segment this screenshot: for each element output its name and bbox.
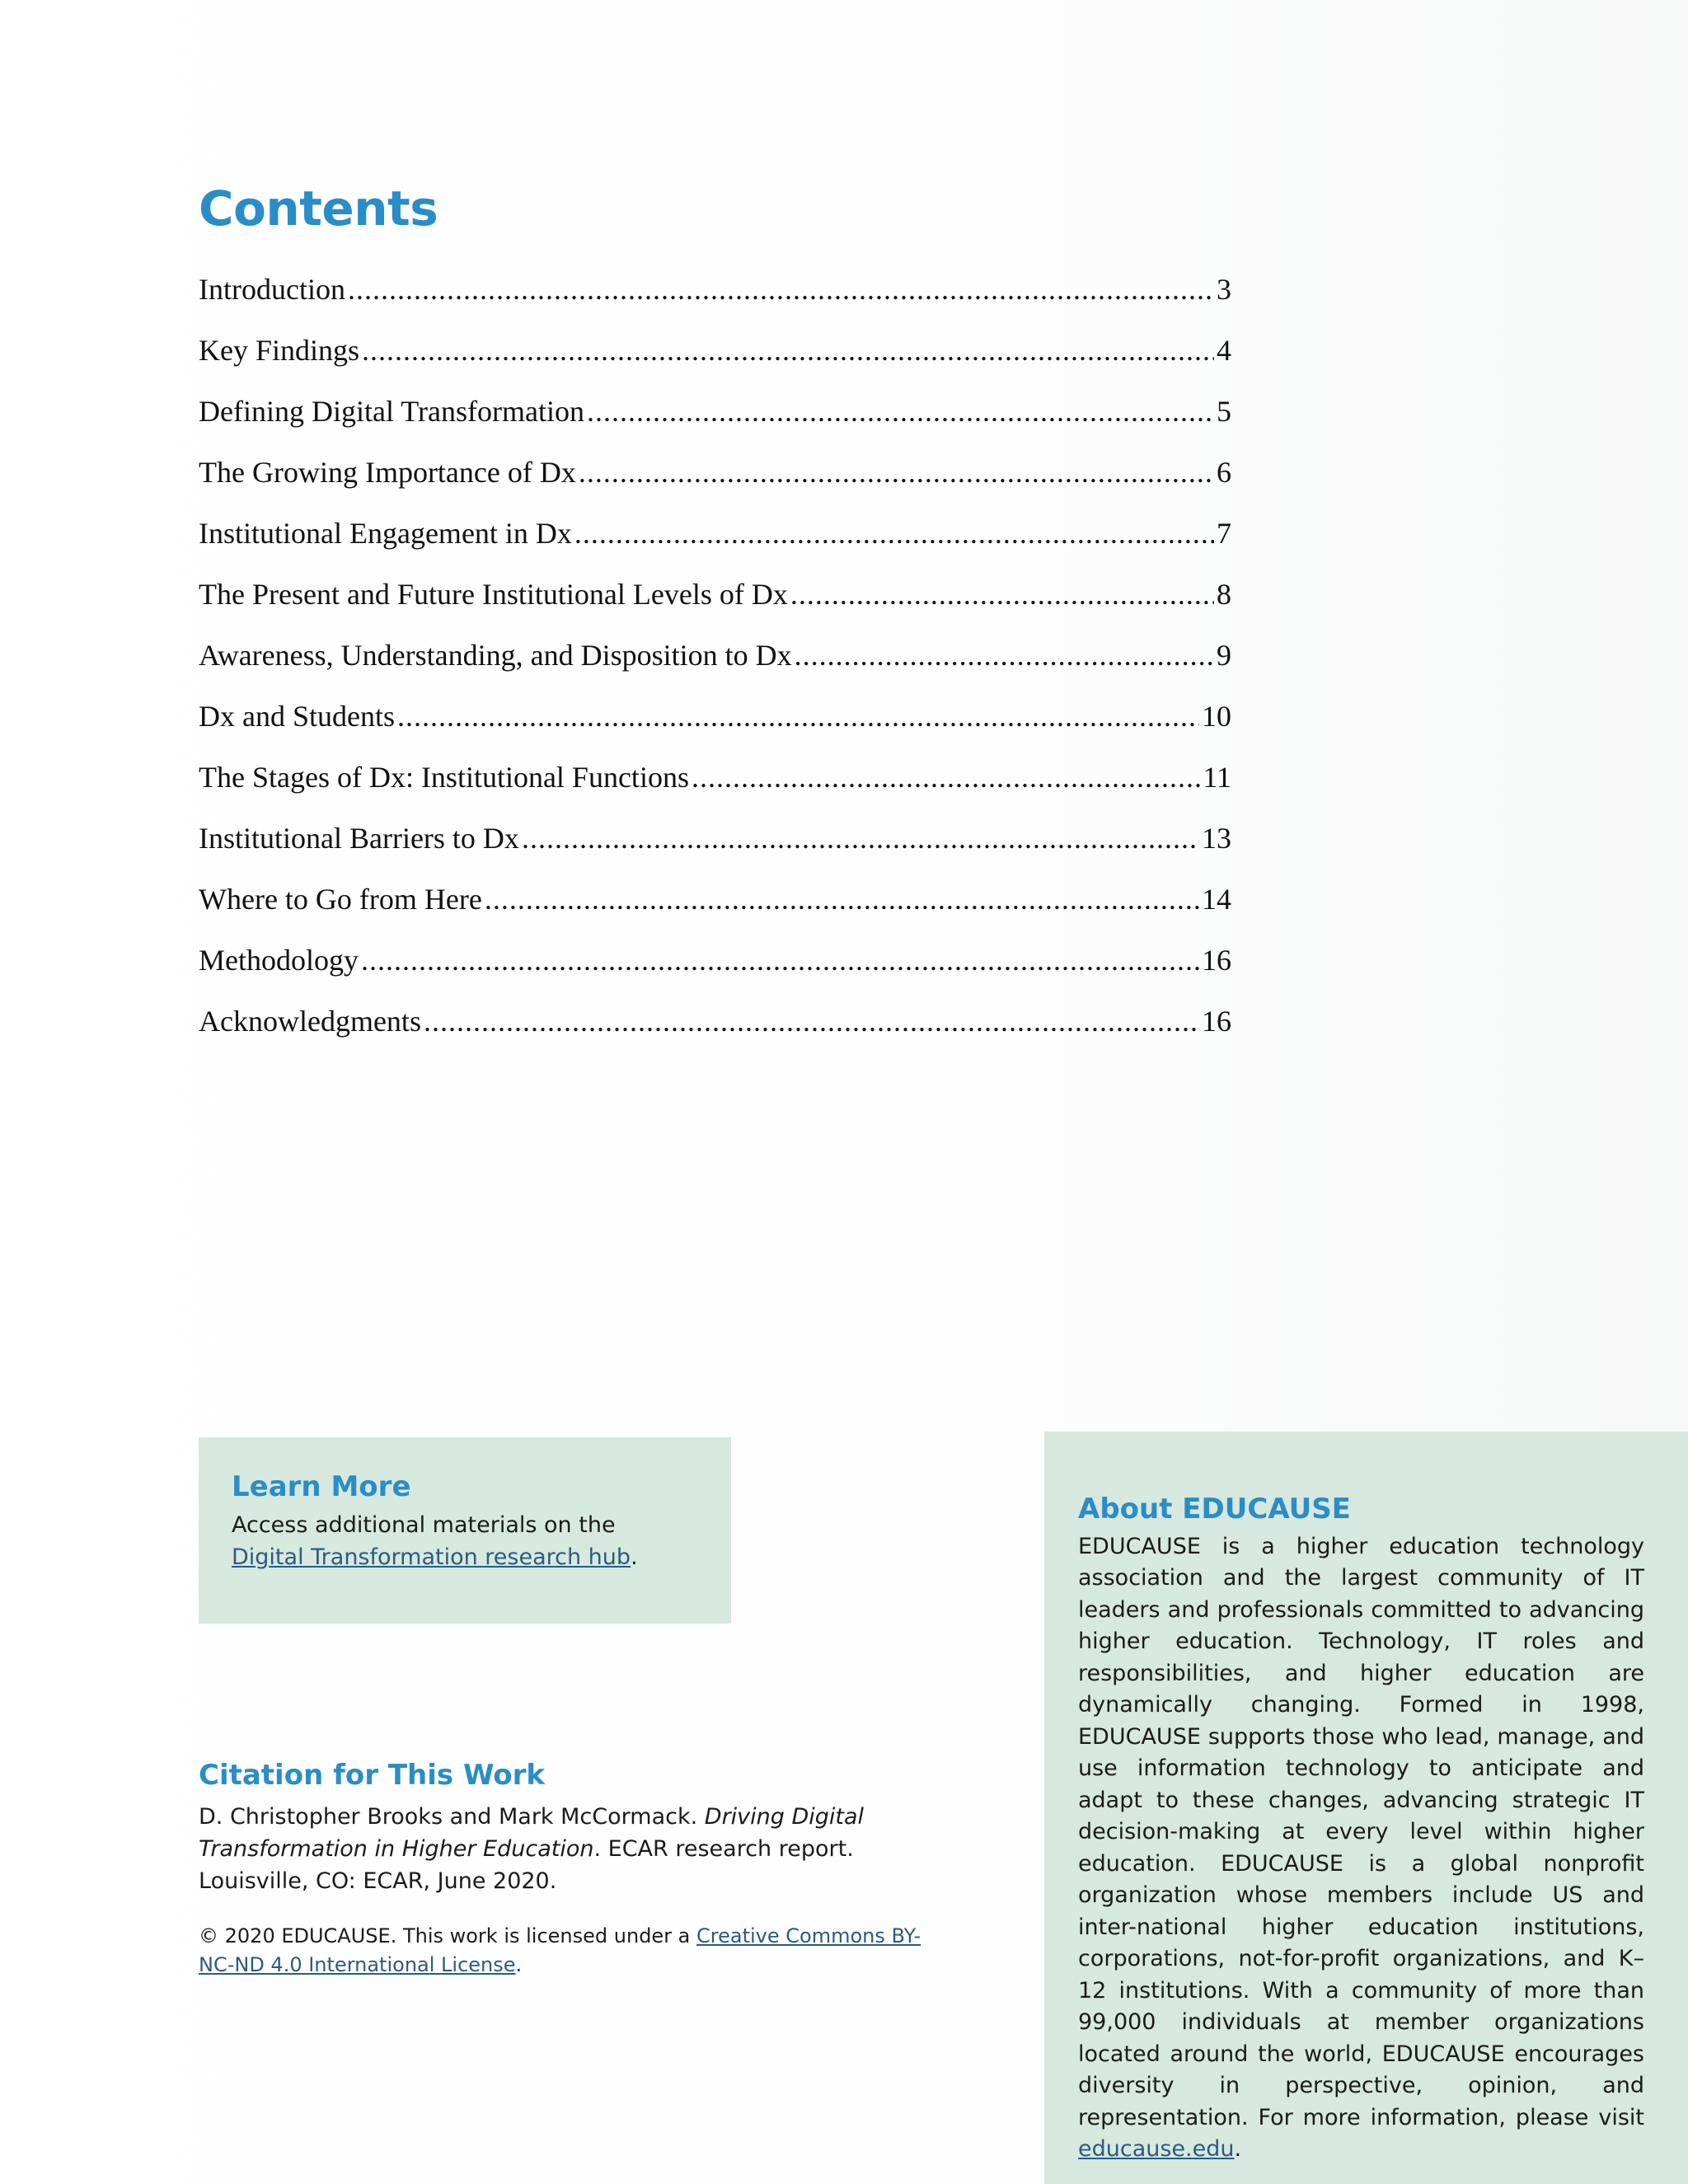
license-text xyxy=(199,1922,924,1980)
citation-work-title: Driving Digital Transformation in Higher Education xyxy=(199,1803,865,1862)
toc-entry-title: Awareness, Understanding, and Disposition to Dx xyxy=(199,639,792,672)
toc-entry[interactable] xyxy=(199,1004,1231,1065)
toc-dot-leader xyxy=(795,638,1214,673)
toc-entry-page: 14 xyxy=(1202,883,1231,916)
table-of-contents xyxy=(199,272,1231,1065)
toc-entry-title: The Present and Future Institutional Levels of Dx xyxy=(199,578,788,611)
toc-entry-title: Institutional Engagement in Dx xyxy=(199,517,572,550)
toc-entry[interactable] xyxy=(199,394,1231,455)
toc-entry-title: The Stages of Dx: Institutional Functions xyxy=(199,761,689,794)
citation-authors: D. Christopher Brooks and Mark McCormack. xyxy=(199,1803,698,1830)
toc-dot-leader xyxy=(692,760,1200,794)
creative-commons-link[interactable]: Creative Commons BY-NC-ND 4.0 International License xyxy=(199,1924,921,1976)
citation-text xyxy=(199,1801,924,1897)
toc-entry-title: The Growing Importance of Dx xyxy=(199,456,576,489)
toc-entry-title: Where to Go from Here xyxy=(199,883,482,916)
toc-entry-page: 13 xyxy=(1202,822,1231,855)
toc-entry[interactable] xyxy=(199,333,1231,394)
learn-more-text xyxy=(232,1509,698,1573)
toc-entry[interactable] xyxy=(199,516,1231,577)
toc-entry-page: 9 xyxy=(1217,639,1231,672)
license-period: . xyxy=(515,1952,523,1976)
toc-entry-page: 5 xyxy=(1217,395,1231,428)
toc-entry[interactable] xyxy=(199,272,1231,333)
toc-entry[interactable] xyxy=(199,760,1231,821)
toc-entry-page: 4 xyxy=(1217,334,1231,367)
citation-section xyxy=(199,1759,924,1980)
toc-dot-leader xyxy=(362,333,1214,368)
page-title: Contents xyxy=(199,180,438,237)
toc-dot-leader xyxy=(579,455,1214,490)
toc-dot-leader xyxy=(574,516,1214,551)
learn-more-intro: Access additional materials on the xyxy=(232,1511,616,1538)
about-heading: About EDUCAUSE xyxy=(1078,1493,1351,1526)
toc-entry-title: Introduction xyxy=(199,273,345,306)
toc-entry-title: Dx and Students xyxy=(199,700,395,733)
toc-entry-page: 10 xyxy=(1202,700,1231,733)
toc-entry-title: Key Findings xyxy=(199,334,360,367)
toc-entry-page: 11 xyxy=(1203,761,1231,794)
toc-dot-leader xyxy=(361,943,1199,977)
toc-entry-page: 16 xyxy=(1202,944,1231,977)
about-text xyxy=(1078,1531,1644,2166)
about-period: . xyxy=(1234,2136,1242,2163)
toc-entry-page: 3 xyxy=(1217,273,1231,306)
toc-dot-leader xyxy=(587,394,1214,429)
toc-entry[interactable] xyxy=(199,455,1231,516)
toc-entry-title: Acknowledgments xyxy=(199,1005,421,1038)
learn-more-period: . xyxy=(631,1544,638,1570)
toc-entry[interactable] xyxy=(199,943,1231,1004)
learn-more-heading: Learn More xyxy=(232,1470,411,1503)
license-prefix: © 2020 EDUCAUSE. This work is licensed under a xyxy=(199,1924,691,1947)
toc-entry[interactable] xyxy=(199,699,1231,760)
toc-entry-title: Institutional Barriers to Dx xyxy=(199,822,519,855)
research-hub-link[interactable]: Digital Transformation research hub xyxy=(232,1544,631,1570)
toc-entry-page: 7 xyxy=(1217,517,1231,550)
toc-entry-page: 6 xyxy=(1217,456,1231,489)
about-educause-box xyxy=(1044,1432,1688,2184)
toc-entry-title: Defining Digital Transformation xyxy=(199,395,584,428)
learn-more-box xyxy=(199,1437,731,1624)
toc-entry[interactable] xyxy=(199,882,1231,943)
about-body: EDUCAUSE is a higher education technology association and the largest community of IT leaders and professionals committed to advancing higher education. Technology, IT roles and responsibilities, and higher education are dynamically changing. Formed in 1998, EDUCAUSE supports those who lead, manage, and use information technology to anticipate and adapt to these changes, advancing strategic IT decision-making at every level within higher education. EDUCAUSE is a global nonprofit organization whose members include US and inter-national higher education institutions, corporations, not-for-profit organizations, and K–12 institutions. With a community of more than 99,000 individuals at member organizations located around the world, EDUCAUSE encourages diversity in perspective, opinion, and representation. For more information, please visit xyxy=(1078,1533,1644,2130)
toc-dot-leader xyxy=(485,882,1199,916)
toc-entry[interactable] xyxy=(199,821,1231,882)
educause-link[interactable]: educause.edu xyxy=(1078,2136,1235,2163)
toc-dot-leader xyxy=(522,821,1199,855)
toc-dot-leader xyxy=(348,272,1214,307)
citation-details: . ECAR research report. Louisville, CO: ECAR, June 2020. xyxy=(199,1835,854,1894)
toc-entry-title: Methodology xyxy=(199,944,359,977)
toc-entry[interactable] xyxy=(199,638,1231,699)
toc-dot-leader xyxy=(790,577,1214,612)
toc-entry-page: 16 xyxy=(1202,1005,1231,1038)
citation-heading: Citation for This Work xyxy=(199,1759,546,1792)
toc-entry[interactable] xyxy=(199,577,1231,638)
toc-dot-leader xyxy=(397,699,1199,733)
toc-entry-page: 8 xyxy=(1217,578,1231,611)
toc-dot-leader xyxy=(424,1004,1199,1038)
